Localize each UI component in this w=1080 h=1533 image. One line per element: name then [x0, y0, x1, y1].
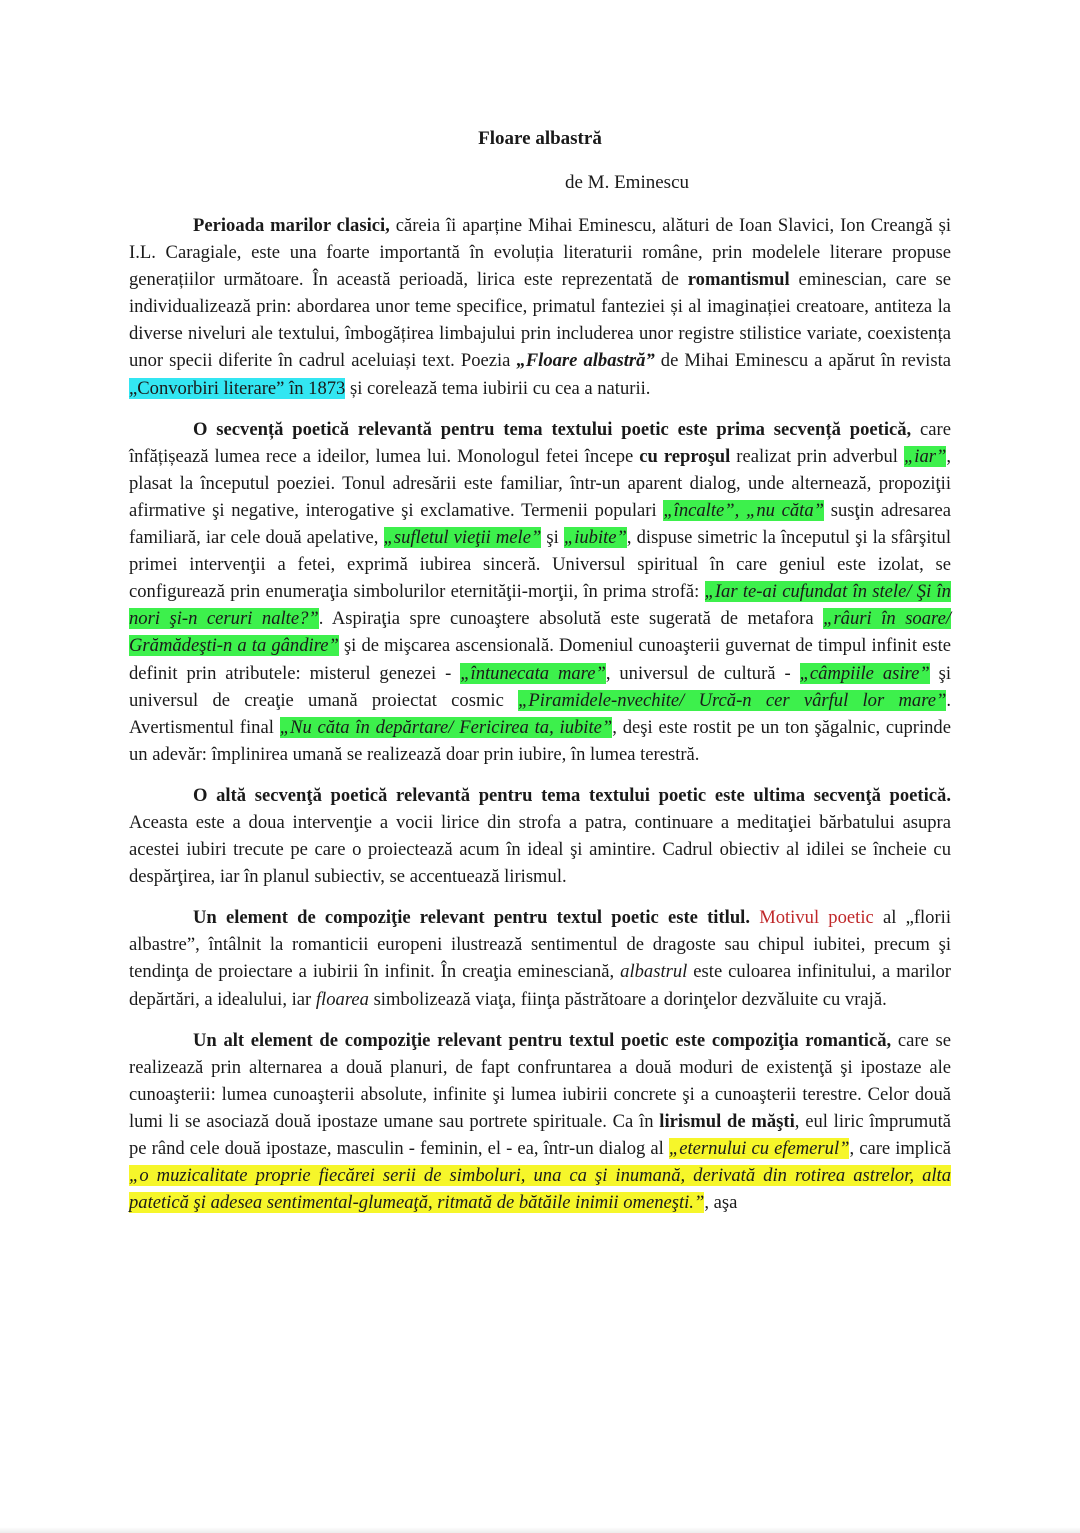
paragraph-text: , deşi este rostit pe un ton şăgalnic, cuprinde un adevăr: împlinirea umană se realizează doar prin iubire, în lumea terestră. [129, 716, 951, 765]
quote-highlight: „Nu căta în depărtare/ Fericirea ta, iubite” [279, 716, 613, 738]
paragraph-text: . Avertismentul final [129, 689, 951, 738]
element-heading: Un alt element de compoziţie relevant pentru textul poetic este compoziţia romantică, [193, 1029, 892, 1051]
quote-highlight: „iar” [903, 445, 947, 467]
poem-title-reference: „Floare albastră” [516, 350, 655, 372]
paragraph-text: simbolizează viaţa, fiinţa păstrătoare a dorinţelor dezvăluite cu vrajă. [368, 988, 887, 1010]
paragraph-text: și corelează tema iubirii cu cea a naturii. [345, 377, 651, 399]
quote-highlight-yellow: „o muzicalitate proprie fiecărei serii de simboluri, una ca şi inumană, derivată din rotirea astrelor, alta patetică şi adesea sentimental-glumeaţă, ritmată de bătăile inimii omeneşti.” [129, 1165, 951, 1214]
paragraph-text: realizat prin adverbul [730, 445, 904, 467]
term-floarea: floarea [315, 988, 369, 1010]
paragraph-text: Aceasta este a doua intervenţie a vocii lirice din strofa a patra, continuare a meditaţiei bărbatului asupra acestei iubiri trecute pe care o proiectează acum în ideal şi amintire. Cadrul obiectiv al idilei se încheie cu despărţirea, iar în planul subiectiv, se accentuează lirismul. [129, 811, 951, 888]
quote-highlight: „Piramidele-nvechite/ Urcă-n cer vârful lor mare” [518, 689, 947, 711]
quote-highlight: „întunecata mare” [460, 662, 606, 684]
paragraph-text: şi de mişcarea ascensională. Domeniul cunoaşterii guvernat de timpul infinit este definit prin atributele: misterul genezei - [129, 635, 951, 684]
quote-highlight: „câmpiile asire” [799, 662, 930, 684]
quote-highlight: „încalte”, „nu căta” [663, 499, 824, 521]
paragraph-text: eminescian, care se individualizează prin: abordarea unor teme specifice, primatul fanteziei și al imaginației creatoare, antiteza la diverse niveluri ale textului, îmbogățirea limbajului prin includerea unor registre stilistice variate, coexistența unor specii diferite în cadrul aceluiași text. Poezia [129, 269, 951, 372]
paragraph-intro [129, 212, 951, 402]
sequence-heading: O altă secvenţă poetică relevantă pentru tema textului poetic este ultima secvenţă poetică. [193, 784, 951, 806]
document-title: Floare albastră [478, 128, 602, 149]
quote-highlight: „râuri în soare/ Grămădeşti-n a ta gândire” [129, 608, 951, 657]
term-albastrul: albastrul [620, 961, 688, 983]
paragraph-text: de Mihai Eminescu a apărut în revista [654, 350, 952, 372]
paragraph-text: care se realizează prin alternarea a două planuri, de fapt confruntarea a două moduri de existenţă şi ipostaze ale cunoaşterii: lumea cunoaşterii absolute, infinite şi lumea iubirii concrete şi a cunoaşterii terestre. Celor două lumi li se asociază două ipostaze umane sau portrete spirituale. Ca în [129, 1029, 951, 1132]
paragraph-text: susţin adresarea familiară, iar cele două apelative, [129, 499, 951, 549]
paragraph-first-sequence [129, 416, 951, 768]
paragraph-text: , aşa [704, 1192, 738, 1214]
quote-highlight: „sufletul vieţii mele” [383, 527, 542, 549]
sequence-heading: O secvență poetică relevantă pentru tema textului poetic este prima secvență poetică, [193, 418, 912, 440]
paragraph-last-sequence [129, 782, 951, 890]
highlight-publication: „Convorbiri literare” în 1873 [129, 377, 346, 399]
scan-edge [0, 1527, 1080, 1533]
paragraph-title-element [129, 904, 951, 1012]
term-motivul-poetic: Motivul poetic [759, 907, 874, 929]
paragraph-text: , care implică [849, 1138, 951, 1159]
paragraph-text: şi universul de creaţie umană proiectat cosmic [129, 662, 951, 711]
paragraph-text: , universul de cultură - [605, 662, 800, 684]
quote-highlight-yellow: „eternului cu efemerul” [668, 1138, 850, 1159]
term-romantismul: romantismul [687, 269, 790, 291]
paragraph-text: , dispuse simetric la începutul şi la sfârşitul primei intervenţii a fetei, exprimă iubirea sinceră. Universul spiritual în care geniul este izolat, se configurează prin enumeraţia simbolurilor eternităţii-morţii, în prima strofă: [129, 527, 951, 603]
paragraph-text: , plasat la începutul poeziei. Tonul adresării este familiar, într-un aparent dialog, unde alternează, propoziţii afirmative şi negative, interogative şi exclamative. Termenii populari [129, 445, 951, 521]
paragraph-composition [129, 1027, 951, 1217]
document-author: de M. Eminescu [565, 172, 690, 193]
quote-highlight: „Iar te-ai cufundat în stele/ Şi în nori şi-n ceruri nalte?” [129, 581, 951, 630]
paragraph-text: şi [541, 527, 564, 549]
paragraph-text: căreia îi aparține Mihai Eminescu, alături de Ioan Slavici, Ion Creangă și I.L. Caragiale, este una foarte importantă în evoluția literaturii române, prin modelele literare propuse generațiilor următoare. În această perioadă, lirica este reprezentată de [129, 215, 952, 291]
document-body [129, 212, 951, 1216]
quote-highlight: „iubite” [563, 527, 627, 549]
term-reprosul: cu reproşul [639, 445, 731, 467]
paragraph-text: . Aspiraţia spre cunoaştere absolută este sugerată de metafora [318, 608, 824, 630]
paragraph-text: , eul liric împrumută pe rând cele două ipostaze, masculin - feminin, el - ea, într-un dialog al [129, 1110, 951, 1159]
paragraph-text: al „florii albastre”, întâlnit la romanticii europeni ilustrează sentimentul de dragoste sau chipul iubitei, precum şi tendinţa de proiectare a iubirii în infinit. În creaţia eminesciană, [129, 907, 951, 983]
element-heading: Un element de compoziţie relevant pentru textul poetic este titlul. [193, 907, 750, 929]
paragraph-text: care înfățișează lumea rece a ideilor, lumea lui. Monologul fetei începe [129, 418, 951, 467]
term-perioada-clasici: Perioada marilor clasici, [193, 215, 390, 236]
paragraph-text: este culoarea infinitului, a marilor depărtări, a idealului, iar [129, 961, 951, 1010]
term-lirismul-de-masti: lirismul de măşti [659, 1110, 795, 1132]
